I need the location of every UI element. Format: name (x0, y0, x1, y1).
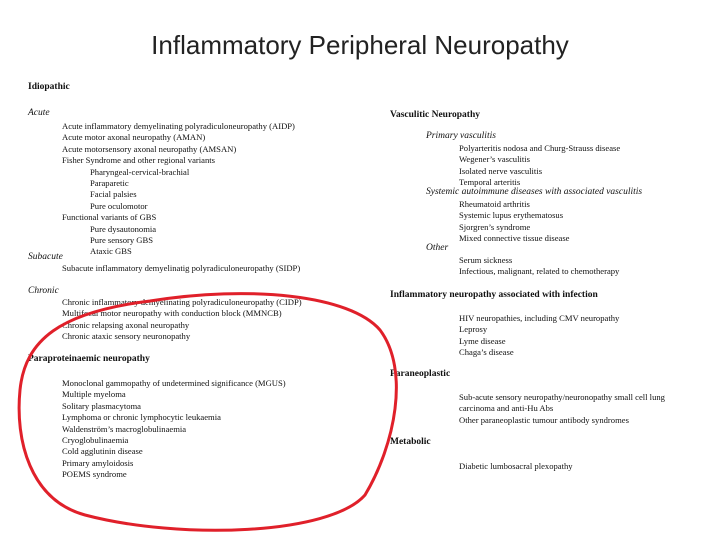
list-item: Sub-acute sensory neuropathy/neuronopathy small cell lung (459, 392, 665, 402)
category-chronic: Chronic (28, 286, 59, 296)
list-item: Mixed connective tissue disease (459, 233, 570, 244)
list-item: Functional variants of GBS (62, 212, 157, 223)
heading-vasculitic: Vasculitic Neuropathy (390, 110, 480, 120)
list-item: Diabetic lumbosacral plexopathy (459, 461, 573, 471)
page-title: Inflammatory Peripheral Neuropathy (151, 30, 569, 60)
list-item: Cold agglutinin disease (62, 446, 143, 457)
list-item: Lymphoma or chronic lymphocytic leukaemia (62, 412, 221, 423)
list-item: Waldenström’s macroglobulinaemia (62, 423, 187, 434)
list-item: Temporal arteritis (459, 177, 521, 188)
list-item: Subacute inflammatory demyelinatig polyradiculoneuropathy (SIDP) (62, 263, 301, 273)
list-item: Pure dysautonomia (90, 223, 157, 234)
list-item: Multiple myeloma (62, 389, 126, 400)
metabolic-list (459, 461, 573, 472)
list-item: Rheumatoid arthritis (459, 199, 530, 209)
category-other: Other (426, 243, 449, 253)
heading-paraneoplastic: Paraneoplastic (390, 369, 451, 379)
other-list (459, 255, 619, 278)
primary-vasculitis-list (459, 143, 620, 189)
list-item: Lyme disease (459, 335, 506, 346)
list-item: Acute inflammatory demyelinating polyradiculoneuropathy (AIDP) (62, 121, 295, 131)
paraproteinaemic-list (62, 378, 286, 481)
subacute-list (62, 263, 300, 274)
list-item: Pure sensory GBS (90, 235, 154, 246)
list-item: Systemic lupus erythematosus (459, 210, 564, 221)
heading-infection: Inflammatory neuropathy associated with infection (390, 290, 598, 300)
list-item: Serum sickness (459, 255, 513, 265)
list-item: Paraparetic (90, 178, 129, 189)
systemic-autoimmune-list (459, 199, 570, 245)
list-item: Chronic ataxic sensory neuronopathy (62, 331, 191, 342)
list-item: Acute motor axonal neuropathy (AMAN) (62, 132, 206, 143)
list-item: Other paraneoplastic tumour antibody syndromes (459, 414, 629, 425)
list-item: POEMS syndrome (62, 469, 127, 480)
list-item: HIV neuropathies, including CMV neuropathy (459, 313, 620, 323)
list-item: Chaga’s disease (459, 347, 514, 358)
category-acute: Acute (28, 108, 50, 118)
heading-metabolic: Metabolic (390, 437, 431, 447)
list-item: Monoclonal gammopathy of undetermined significance (MGUS) (62, 378, 286, 388)
list-item: Sjorgren’s syndrome (459, 221, 531, 232)
list-item: Cryoglobulinaemia (62, 435, 129, 446)
list-item: Facial palsies (90, 189, 137, 200)
list-item: Infectious, malignant, related to chemotherapy (459, 266, 620, 277)
heading-idiopathic: Idiopathic (28, 82, 70, 92)
list-item: Solitary plasmacytoma (62, 400, 141, 411)
list-item: Isolated nerve vasculitis (459, 165, 543, 176)
heading-paraproteinaemic: Paraproteinaemic neuropathy (28, 354, 150, 364)
list-item: Wegener’s vasculitis (459, 154, 530, 165)
list-item: Leprosy (459, 324, 488, 335)
chronic-list (62, 297, 302, 343)
list-item: Chronic relapsing axonal neuropathy (62, 319, 190, 330)
list-item: Pure oculomotor (90, 200, 148, 211)
category-primary-vasculitis: Primary vasculitis (426, 131, 496, 141)
list-item: Acute motorsensory axonal neuropathy (AMSAN) (62, 143, 237, 154)
list-item: Pharyngeal-cervical-brachial (90, 166, 190, 177)
category-systemic-autoimmune: Systemic autoimmune diseases with associated vasculitis (426, 187, 643, 197)
list-item: Ataxic GBS (90, 246, 132, 257)
list-item: Primary amyloidosis (62, 457, 134, 468)
list-item: carcinoma and anti-Hu Abs (459, 403, 554, 414)
category-subacute: Subacute (28, 252, 63, 262)
acute-list (62, 121, 295, 258)
list-item: Chronic inflammatory demyelinating polyradiculoneuropathy (CIDP) (62, 297, 302, 307)
paraneoplastic-list (459, 392, 665, 426)
infection-list (459, 313, 619, 359)
list-item: Multifocal motor neuropathy with conduction block (MMNCB) (62, 308, 282, 319)
list-item: Polyarteritis nodosa and Churg-Strauss disease (459, 143, 621, 153)
list-item: Fisher Syndrome and other regional variants (62, 155, 215, 166)
